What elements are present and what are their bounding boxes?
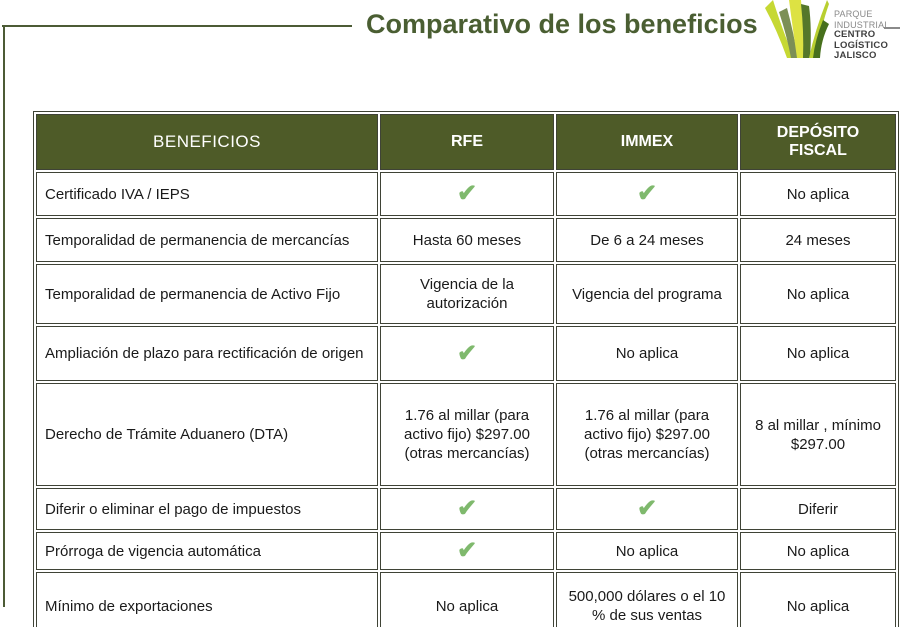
benefit-name-cell: Certificado IVA / IEPS (36, 172, 378, 216)
column-header-rfe: RFE (380, 114, 554, 170)
left-rule-line (3, 25, 5, 607)
table-body (36, 172, 896, 627)
table-row (36, 218, 896, 262)
table-row (36, 264, 896, 324)
rfe-value-cell: 1.76 al millar (para activo fijo) $297.00 (otras mercancías) (380, 383, 554, 486)
immex-value-cell: De 6 a 24 meses (556, 218, 738, 262)
table-header-row (36, 114, 896, 170)
top-rule-line (2, 25, 352, 27)
immex-value-cell (556, 172, 738, 216)
rfe-value-cell (380, 532, 554, 570)
benefit-name-cell: Diferir o eliminar el pago de impuestos (36, 488, 378, 530)
immex-value-cell: 1.76 al millar (para activo fijo) $297.00 (otras mercancías) (556, 383, 738, 486)
table-row (36, 383, 896, 486)
deposito-value-cell: 8 al millar , mínimo $297.00 (740, 383, 896, 486)
check-icon: ✔ (636, 180, 658, 207)
deposito-value-cell: 24 meses (740, 218, 896, 262)
check-icon: ✔ (636, 495, 658, 522)
deposito-value-cell: No aplica (740, 172, 896, 216)
check-icon: ✔ (456, 537, 478, 564)
agave-plant-icon (762, 0, 830, 58)
table-row (36, 172, 896, 216)
column-header-immex: IMMEX (556, 114, 738, 170)
check-icon: ✔ (456, 180, 478, 207)
benefit-name-cell: Derecho de Trámite Aduanero (DTA) (36, 383, 378, 486)
benefit-name-cell: Ampliación de plazo para rectificación de origen (36, 326, 378, 381)
benefit-name-cell: Temporalidad de permanencia de mercancías (36, 218, 378, 262)
deposito-value-cell: No aplica (740, 264, 896, 324)
benefit-name-cell: Prórroga de vigencia automática (36, 532, 378, 570)
column-header-beneficios: BENEFICIOS (36, 114, 378, 170)
rfe-value-cell: Vigencia de la autorización (380, 264, 554, 324)
logo-line-parque: PARQUE (834, 9, 873, 19)
immex-value-cell: 500,000 dólares o el 10 % de sus ventas (556, 572, 738, 627)
logo-line-jalisco: JALISCO (834, 50, 877, 61)
immex-value-cell: No aplica (556, 532, 738, 570)
immex-value-cell (556, 488, 738, 530)
logo-line-logistico: LOGÍSTICO (834, 39, 889, 51)
deposito-value-cell: No aplica (740, 532, 896, 570)
benefit-name-cell: Temporalidad de permanencia de Activo Fijo (36, 264, 378, 324)
company-logo (762, 0, 890, 62)
deposito-value-cell: Diferir (740, 488, 896, 530)
page-title: Comparativo de los beneficios (366, 9, 758, 39)
column-header-deposito-fiscal: DEPÓSITO FISCAL (740, 114, 896, 170)
table-row (36, 326, 896, 381)
rfe-value-cell (380, 488, 554, 530)
rfe-value-cell: Hasta 60 meses (380, 218, 554, 262)
rfe-value-cell: No aplica (380, 572, 554, 627)
deposito-value-cell: No aplica (740, 326, 896, 381)
deposito-value-cell: No aplica (740, 572, 896, 627)
table-row (36, 488, 896, 530)
immex-value-cell: Vigencia del programa (556, 264, 738, 324)
rfe-value-cell (380, 326, 554, 381)
benefits-comparison-table (33, 111, 899, 627)
logo-text (834, 0, 890, 62)
logo-line-centro: CENTRO (834, 29, 876, 40)
immex-value-cell: No aplica (556, 326, 738, 381)
table-row (36, 532, 896, 570)
check-icon: ✔ (456, 495, 478, 522)
table-row (36, 572, 896, 627)
logo-line-industrial: INDUSTRIAL (834, 19, 890, 30)
benefit-name-cell: Mínimo de exportaciones (36, 572, 378, 627)
check-icon: ✔ (456, 339, 478, 367)
rfe-value-cell (380, 172, 554, 216)
